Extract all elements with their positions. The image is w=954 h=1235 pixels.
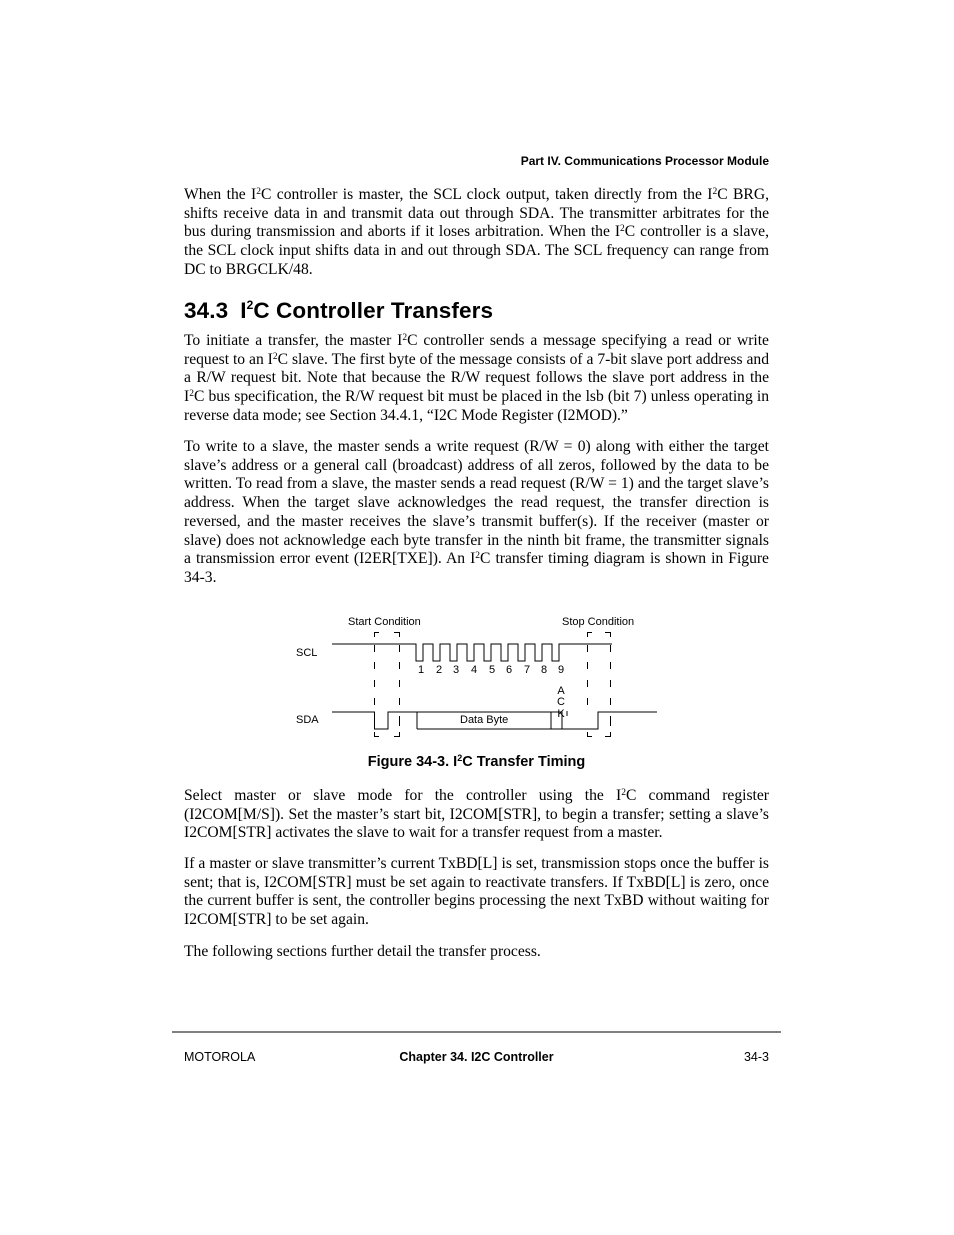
timing-diagram-svg (290, 612, 670, 747)
scl-label: SCL (296, 647, 318, 659)
superscript: 2 (712, 187, 718, 197)
start-bracket-left (375, 633, 380, 638)
clock-number: 6 (505, 664, 513, 676)
stop-bracket-left (588, 633, 593, 638)
ack-letter: K (557, 708, 565, 720)
body-text: C slave. The first byte of the message consists of a 7-bit slave port address and a R/W request bit. Note that because the R/W request follows the slave port address in the I (184, 350, 769, 406)
body-text: To initiate a transfer, the master I (184, 332, 403, 349)
section-title: C Controller Transfers (253, 298, 494, 323)
intro-paragraph (184, 186, 769, 280)
data-byte-label: Data Byte (460, 714, 509, 726)
caption-text: Figure 34-3. I (367, 754, 458, 770)
intro-text: C BRG, shifts receive data in and transmit data out through SDA. The transmitter arbitrates for the bus during transmission and aborts if it loses arbitration. When the I (184, 186, 769, 241)
superscript: 2 (256, 187, 262, 197)
superscript: 2 (621, 788, 626, 798)
stop-bracket-bottom-left (588, 732, 593, 737)
intro-text: C controller is master, the SCL clock output, taken directly from the I (261, 186, 713, 203)
superscript: 2 (402, 333, 408, 343)
body-paragraph (184, 787, 769, 843)
timing-diagram (290, 612, 670, 747)
clock-number: 8 (540, 664, 548, 676)
superscript: 2 (246, 298, 254, 312)
clock-number: 3 (452, 664, 460, 676)
start-bracket-bottom-right (394, 732, 400, 737)
stop-condition-label: Stop Condition (562, 616, 635, 628)
body-text: C transfer timing diagram is shown in Figure 34-3. (184, 550, 769, 586)
body-paragraph: If a master or slave transmitter’s current TxBD[L] is set, transmission stops once the buffer is sent; that is, I2COM[STR] must be set again to reactivate transfers. If TxBD[L] is zero, once the current buffer is sent, the controller begins processing the next TxBD without waiting for I2COM[STR] to be set again. (184, 855, 769, 929)
body-paragraph (184, 438, 769, 588)
footer-chapter: Chapter 34. I2C Controller (399, 1050, 554, 1064)
figure-caption (184, 754, 769, 770)
ack-letter: C (557, 696, 565, 708)
stop-bracket-bottom-right (605, 732, 611, 737)
running-head: Part IV. Communications Processor Module (520, 154, 769, 168)
body-paragraph: The following sections further detail the transfer process. (184, 943, 541, 960)
body-text: C controller sends a message specifying a read or write request to an I (184, 332, 769, 368)
body-text: To write to a slave, the master sends a write request (R/W = 0) along with either the target slave’s address or a general call (broadcast) address of all zeros, followed by the data to be written. To read from a slave, the master sends a read request (R/W = 1) and the target slave’s address. When the target slave acknowledges the read request, the transfer direction is reversed, and the master receives the slave’s transmit buffer(s). If the receiver (master or slave) does not acknowledge each byte transfer in the ninth bit frame, the transmitter signals a transmission error event (I2ER[TXE]). An I (184, 438, 769, 568)
superscript: 2 (272, 351, 278, 362)
sda-label: SDA (296, 714, 319, 726)
section-number: 34.3 (184, 298, 229, 323)
caption-text: C Transfer Timing (462, 754, 586, 770)
body-text: C command register (I2COM[M/S]). Set the master’s start bit, I2COM[STR], to begin a transfer; setting a slave’s I2COM[STR] activates the slave to wait for a transfer request from a master. (184, 787, 769, 842)
footer-page-number: 34-3 (743, 1050, 769, 1064)
start-bracket-right (394, 633, 400, 638)
clock-number: 9 (557, 664, 565, 676)
start-bracket-bottom-left (375, 732, 380, 737)
superscript: 2 (620, 224, 625, 235)
stop-bracket-right (605, 633, 611, 638)
clock-number: 7 (523, 664, 531, 676)
section-heading (184, 298, 493, 324)
clock-number: 1 (417, 664, 425, 676)
body-paragraph (184, 332, 769, 426)
start-condition-label: Start Condition (348, 616, 421, 628)
superscript: 2 (457, 753, 463, 763)
section-title: I (240, 298, 247, 323)
intro-text: When the I (184, 186, 257, 203)
clock-number: 2 (435, 664, 443, 676)
clock-number: 4 (470, 664, 478, 676)
ack-letter: A (557, 685, 565, 697)
intro-text: C controller is a slave, the SCL clock input shifts data in and out through SDA. The SCL frequency can range from DC to BRGCLK/48. (184, 223, 769, 278)
body-text: Select master or slave mode for the controller using the I (184, 787, 622, 804)
superscript: 2 (189, 389, 194, 400)
footer-publisher: MOTOROLA (184, 1050, 256, 1064)
footer-rule (172, 1031, 781, 1033)
body-text: C bus specification, the R/W request bit must be placed in the lsb (bit 7) unless operating in reverse data mode; see Section 34.4.1, “I2C Mode Register (I2MOD).” (184, 388, 769, 424)
superscript: 2 (475, 551, 481, 562)
clock-number: 5 (488, 664, 496, 676)
